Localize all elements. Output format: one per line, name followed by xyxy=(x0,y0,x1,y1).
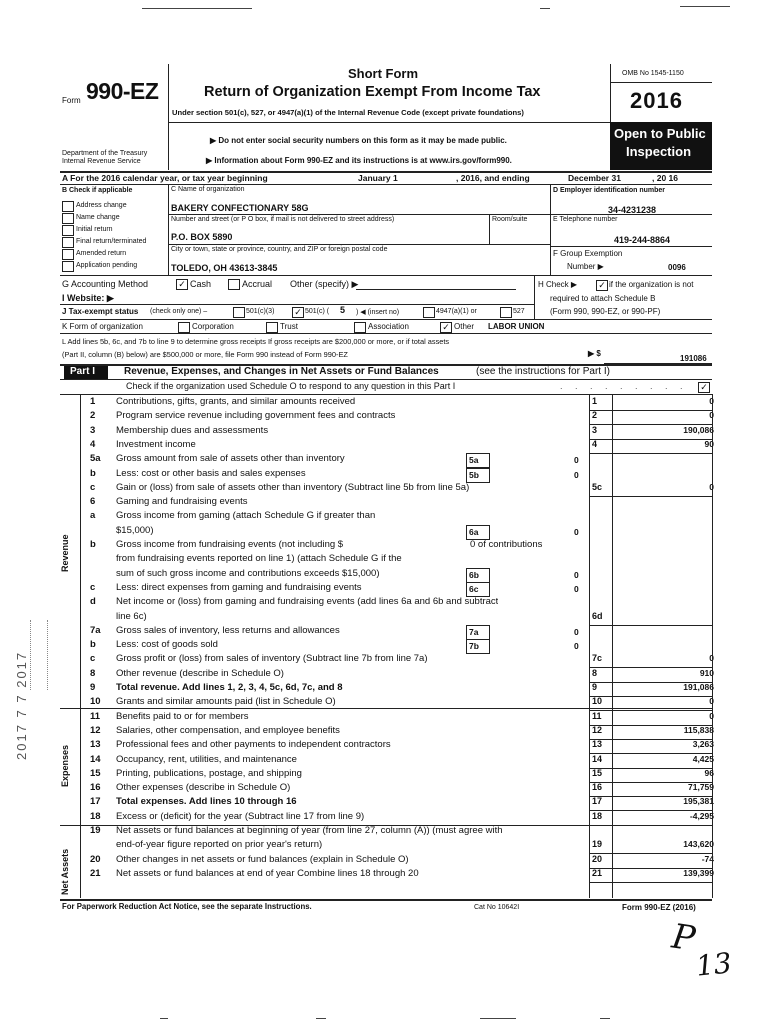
part1-line-row xyxy=(0,453,770,468)
line-description: from fundraising events reported on line 1) (attach Schedule G if the xyxy=(116,553,402,565)
phone-value: 419-244-8864 xyxy=(614,235,671,245)
line-amount: 96 xyxy=(704,767,714,778)
line-l-text2: (Part II, column (B) below) are $500,000 or more, file Form 990 instead of Form 990-EZ xyxy=(62,350,348,359)
schedule-b-checkbox[interactable]: ✓ xyxy=(596,280,608,291)
association-label: Association xyxy=(368,322,409,331)
line-box-number: 11 xyxy=(592,710,602,721)
part1-line-row xyxy=(0,568,770,583)
open-public-box xyxy=(610,122,712,170)
line-amount: -74 xyxy=(701,853,714,864)
line-description: Total revenue. Add lines 1, 2, 3, 4, 5c, 6d, 7c, and 8 xyxy=(116,682,343,693)
line-box-number: 12 xyxy=(592,724,603,735)
org-name-label: C Name of organization xyxy=(171,186,245,193)
line-description: Printing, publications, postage, and shipping xyxy=(116,767,302,779)
line-description: Program service revenue including government fees and contracts xyxy=(116,410,396,422)
cat-number: Cat No 10642I xyxy=(474,904,520,911)
line-description: Other revenue (describe in Schedule O) xyxy=(116,667,284,679)
part1-line-row xyxy=(0,739,770,754)
rule xyxy=(168,244,550,245)
ein-value: 34-4231238 xyxy=(608,205,657,215)
info-note: ▶ Information about Form 990-EZ and its instructions is at www.irs.gov/form990. xyxy=(206,156,512,165)
line-number: 20 xyxy=(90,853,101,865)
rule xyxy=(60,333,712,334)
line-amount: 139,399 xyxy=(683,867,714,878)
box-b-checkbox[interactable] xyxy=(62,213,74,224)
line-j-hint: (check only one) – xyxy=(150,308,208,315)
4947-checkbox[interactable] xyxy=(423,307,435,318)
line-box-number: 8 xyxy=(592,667,598,678)
line-amount: 143,620 xyxy=(683,839,714,850)
column-divider xyxy=(612,394,613,898)
line-h-text4: (Form 990, 990-EZ, or 990-PF) xyxy=(550,307,661,316)
corporation-checkbox[interactable] xyxy=(178,322,190,333)
line-box-number: 20 xyxy=(592,853,603,864)
sub-line-box xyxy=(466,625,490,640)
part1-line-row xyxy=(0,653,770,668)
line-l-text1: L Add lines 5b, 6c, and 7b to line 9 to determine gross receipts If gross receipts are $200,000 or more, or if total assets xyxy=(62,337,450,346)
line-box-number: 21 xyxy=(592,867,603,878)
part1-line-row xyxy=(0,768,770,783)
rule xyxy=(60,184,712,185)
part1-line-row xyxy=(0,396,770,411)
rule xyxy=(60,275,712,276)
rule xyxy=(60,304,534,305)
box-b-checkbox[interactable] xyxy=(62,201,74,212)
stamp-mark xyxy=(30,620,48,690)
part1-line-row xyxy=(0,410,770,425)
line-box-number: 3 xyxy=(592,424,598,435)
gross-receipts-amount: 191086 xyxy=(680,354,707,363)
part1-line-row xyxy=(0,854,770,869)
line-amount: 190,086 xyxy=(683,424,714,435)
dept-label: Department of the Treasury xyxy=(62,150,148,157)
line-number: 6 xyxy=(90,496,96,508)
line-description: end-of-year figure reported on prior year's return) xyxy=(116,839,323,851)
line-number: 10 xyxy=(90,696,101,708)
line-description: Membership dues and assessments xyxy=(116,424,269,436)
line-number: 16 xyxy=(90,782,101,794)
line-number: 19 xyxy=(90,825,101,836)
line-amount: 3,263 xyxy=(692,739,714,750)
other-method-label: Other (specify) ▶ xyxy=(290,279,359,289)
part1-line-row xyxy=(0,496,770,511)
sub-line-number: 7a xyxy=(469,626,479,637)
line-description: Grants and similar amounts paid (list in Schedule O) xyxy=(116,696,336,708)
line-a-mid: , 2016, and ending xyxy=(456,173,530,183)
schedule-o-checkbox[interactable]: ✓ xyxy=(698,382,710,393)
website-label: I Website: ▶ xyxy=(62,293,114,303)
scan-mark xyxy=(160,1018,168,1019)
amount-rule xyxy=(589,882,712,883)
line-amount: 4,425 xyxy=(692,753,714,764)
rule xyxy=(60,379,712,380)
corporation-label: Corporation xyxy=(192,322,234,331)
box-divider xyxy=(534,275,535,319)
line-number: 5a xyxy=(90,453,101,465)
line-description: Less: cost or other basis and sales expenses xyxy=(116,467,306,479)
omb-number: OMB No 1545-1150 xyxy=(622,70,684,77)
part1-line-row xyxy=(0,725,770,740)
footer-form: Form 990-EZ (2016) xyxy=(622,903,696,912)
501c-insert-number: 5 xyxy=(340,305,346,315)
line-number: c xyxy=(90,653,96,665)
group-exemption-label: F Group Exemption xyxy=(553,249,623,258)
other-org-checkbox[interactable]: ✓ xyxy=(440,322,452,333)
line-box-number: 2 xyxy=(592,410,598,421)
line-a-end-year: , 20 16 xyxy=(652,173,678,183)
sub-line-number: 7b xyxy=(469,641,479,652)
part1-line-row xyxy=(0,796,770,811)
handwritten-p: P xyxy=(669,916,698,960)
cash-label: Cash xyxy=(190,279,212,289)
box-b-label: B Check if applicable xyxy=(62,187,133,194)
part1-line-row xyxy=(0,425,770,440)
line-number: d xyxy=(90,596,96,608)
part1-line-row xyxy=(0,553,770,568)
group-number-value: 0096 xyxy=(668,263,686,272)
line-j-label: J Tax-exempt status xyxy=(62,307,139,316)
part1-line-row xyxy=(0,696,770,711)
column-divider xyxy=(589,394,590,898)
line-description: $15,000) xyxy=(116,524,154,536)
line-number: 12 xyxy=(90,724,101,736)
sub-line-amount: 0 xyxy=(574,526,579,537)
sub-line-amount: 0 xyxy=(574,569,579,580)
sub-line-box xyxy=(466,568,490,583)
part1-line-row xyxy=(0,754,770,769)
part1-line-row xyxy=(0,539,770,554)
sub-line-amount: 0 xyxy=(574,641,579,652)
cash-checkbox[interactable]: ✓ xyxy=(176,279,188,290)
line-description: Gross profit or (loss) from sales of inventory (Subtract line 7b from line 7a) xyxy=(116,653,428,665)
schedule-o-check-text: Check if the organization used Schedule O to respond to any question in this Part I xyxy=(126,381,456,391)
line-description: Occupancy, rent, utilities, and maintenance xyxy=(116,753,297,765)
line-description: Salaries, other compensation, and employee benefits xyxy=(116,724,340,736)
4947-label: 4947(a)(1) or xyxy=(436,308,477,315)
part1-line-row xyxy=(0,468,770,483)
line-amount: -4,295 xyxy=(689,810,714,821)
org-name: BAKERY CONFECTIONARY 58G xyxy=(171,203,309,213)
sub-line-amount: 0 xyxy=(574,626,579,637)
line-number: 21 xyxy=(90,867,101,879)
line-extra: 0 of contributions xyxy=(470,539,543,550)
line-description: Gross sales of inventory, less returns and allowances xyxy=(116,624,340,636)
line-box-number: 9 xyxy=(592,682,598,692)
part1-title: Revenue, Expenses, and Changes in Net Assets or Fund Balances xyxy=(124,366,439,377)
part1-line-row xyxy=(0,839,770,854)
line-amount: 195,381 xyxy=(683,796,714,807)
sub-line-amount: 0 xyxy=(574,583,579,594)
501c-checkbox[interactable]: ✓ xyxy=(292,307,304,318)
line-box-number: 7c xyxy=(592,653,603,664)
rule xyxy=(550,246,712,247)
line-description: Gross income from fundraising events (not including $ xyxy=(116,539,344,550)
sub-line-number: 6c xyxy=(469,583,479,594)
header-divider xyxy=(168,64,169,170)
line-number: 15 xyxy=(90,767,101,779)
part1-line-row xyxy=(0,439,770,454)
line-amount: 0 xyxy=(709,710,714,721)
line-amount: 71,759 xyxy=(688,782,714,793)
sub-line-amount: 0 xyxy=(574,469,579,480)
line-description: Other changes in net assets or fund balances (explain in Schedule O) xyxy=(116,853,409,865)
ein-label: D Employer identification number xyxy=(553,187,666,194)
line-description: Contributions, gifts, grants, and similar amounts received xyxy=(116,396,356,407)
line-number: c xyxy=(90,481,96,493)
line-amount: 115,838 xyxy=(683,724,714,735)
line-number: 13 xyxy=(90,739,101,751)
header-rule xyxy=(610,82,712,83)
tax-year: 2016 xyxy=(630,88,683,113)
501c3-checkbox[interactable] xyxy=(233,307,245,318)
sub-line-amount: 0 xyxy=(574,455,579,466)
part1-line-row xyxy=(0,868,770,883)
box-b-checkbox[interactable] xyxy=(62,261,74,272)
scan-mark xyxy=(680,6,730,7)
527-checkbox[interactable] xyxy=(500,307,512,318)
line-l-arrow: ▶ $ xyxy=(588,349,601,358)
line-h-text2: if the organization is not xyxy=(609,280,694,289)
line-description: Professional fees and other payments to independent contractors xyxy=(116,739,391,751)
leader-dots: . . . . . . . . . xyxy=(560,381,688,391)
sub-line-box xyxy=(466,468,490,483)
501c-insert-label: ) ◀ (insert no) xyxy=(356,309,400,316)
rule xyxy=(550,214,712,215)
sub-line-number: 6a xyxy=(469,526,479,537)
street-address: P.O. BOX 5890 xyxy=(171,232,233,242)
line-box-number: 6d xyxy=(592,610,603,621)
line-box-number: 13 xyxy=(592,739,603,750)
line-amount: 0 xyxy=(709,481,714,492)
line-box-number: 16 xyxy=(592,782,603,793)
part1-line-row xyxy=(0,582,770,597)
part1-line-row xyxy=(0,611,770,626)
box-b-item-label: Initial return xyxy=(76,226,113,233)
handwritten-13: 13 xyxy=(694,946,734,983)
line-description: line 6c) xyxy=(116,610,147,622)
accrual-checkbox[interactable] xyxy=(228,279,240,290)
sub-line-box xyxy=(466,639,490,654)
other-org-value: LABOR UNION xyxy=(488,322,545,331)
sub-line-number: 6b xyxy=(469,569,479,580)
line-description: Net income or (loss) from gaming and fundraising events (add lines 6a and 6b and subtract xyxy=(116,596,499,608)
line-amount: 90 xyxy=(704,438,714,449)
line-number: 1 xyxy=(90,396,96,407)
group-number-label: Number ▶ xyxy=(567,262,604,271)
sub-line-box xyxy=(466,525,490,540)
part1-tag: Part I xyxy=(70,366,96,377)
line-description: Excess or (deficit) for the year (Subtract line 17 from line 9) xyxy=(116,810,365,822)
other-org-label: Other xyxy=(454,322,475,331)
paperwork-notice: For Paperwork Reduction Act Notice, see the separate Instructions. xyxy=(62,902,312,911)
short-form-label: Short Form xyxy=(348,66,419,81)
rule xyxy=(60,319,712,320)
line-number: 18 xyxy=(90,810,101,822)
box-divider xyxy=(168,184,169,275)
part1-line-row xyxy=(0,825,770,840)
line-box-number: 15 xyxy=(592,767,603,778)
line-box-number: 1 xyxy=(592,396,598,406)
501c3-label: 501(c)(3) xyxy=(246,308,275,315)
form-number: 990-EZ xyxy=(86,78,159,104)
line-box-number: 4 xyxy=(592,438,598,449)
room-label: Room/suite xyxy=(492,216,528,223)
street-label: Number and street (or P O box, if mail is not delivered to street address) xyxy=(171,216,395,223)
line-description: Gain or (loss) from sale of assets other than inventory (Subtract line 5b from line 5a) xyxy=(116,481,470,493)
line-a-end: December 31 xyxy=(568,173,621,183)
line-a-begin: January 1 xyxy=(358,173,398,183)
line-number: 3 xyxy=(90,424,96,436)
scan-mark xyxy=(480,1018,516,1019)
line-description: Benefits paid to or for members xyxy=(116,710,249,722)
line-number: 8 xyxy=(90,667,96,679)
scan-mark xyxy=(600,1018,610,1019)
rule xyxy=(60,899,712,901)
line-amount: 0 xyxy=(709,396,714,406)
line-description: sum of such gross income and contributions exceeds $15,000) xyxy=(116,567,380,579)
line-description: Less: direct expenses from gaming and fundraising events xyxy=(116,581,362,593)
line-h-text3: required to attach Schedule B xyxy=(550,294,656,303)
form-subtitle: Under section 501(c), 527, or 4947(a)(1) of the Internal Revenue Code (except private foundations) xyxy=(172,108,524,117)
part1-title-note: (see the instructions for Part I) xyxy=(476,366,610,377)
part1-tag-box xyxy=(64,366,108,379)
line-a-label: A For the 2016 calendar year, or tax year beginning xyxy=(62,173,268,183)
line-box-number: 14 xyxy=(592,753,603,764)
irs-label: Internal Revenue Service xyxy=(62,158,141,165)
line-g-label: G Accounting Method xyxy=(62,279,149,289)
rule xyxy=(60,394,712,395)
line-number: 14 xyxy=(90,753,101,765)
line-description: Gaming and fundraising events xyxy=(116,496,248,508)
line-description: Net assets or fund balances at beginning of year (from line 27, column (A)) (must agree with xyxy=(116,825,503,836)
sub-line-number: 5b xyxy=(469,469,479,480)
phone-label: E Telephone number xyxy=(553,216,618,223)
expenses-side-label: Expenses xyxy=(60,744,70,787)
trust-label: Trust xyxy=(280,322,298,331)
part1-line-row xyxy=(0,782,770,797)
line-description: Net assets or fund balances at end of year Combine lines 18 through 20 xyxy=(116,867,419,879)
specify-line xyxy=(356,289,516,290)
line-number: 4 xyxy=(90,438,96,450)
ssn-note: ▶ Do not enter social security numbers on this form as it may be made public. xyxy=(210,136,507,145)
line-amount: 0 xyxy=(709,696,714,707)
line-box-number: 18 xyxy=(592,810,603,821)
line-number: b xyxy=(90,639,96,651)
city-label: City or town, state or province, country, and ZIP or foreign postal code xyxy=(171,246,388,253)
line-number: c xyxy=(90,581,96,593)
box-b-checkbox[interactable] xyxy=(62,249,74,260)
line-k-label: K Form of organization xyxy=(62,322,143,331)
rule xyxy=(168,214,550,215)
line-number: b xyxy=(90,539,96,550)
line-description: Total expenses. Add lines 10 through 16 xyxy=(116,796,297,808)
line-description: Other expenses (describe in Schedule O) xyxy=(116,782,291,794)
side-stamp: 2017 7 7 2017 xyxy=(14,650,29,760)
form-label: Form xyxy=(62,96,81,105)
box-b-item-label: Application pending xyxy=(76,262,138,269)
line-number: 7a xyxy=(90,624,101,636)
city-state-zip: TOLEDO, OH 43613-3845 xyxy=(171,263,278,273)
box-b-checkbox[interactable] xyxy=(62,225,74,236)
line-number: 11 xyxy=(90,710,101,722)
line-amount: 191,086 xyxy=(683,682,714,692)
box-b-item-label: Address change xyxy=(76,202,127,209)
line-description: Gross amount from sale of assets other than inventory xyxy=(116,453,345,465)
527-label: 527 xyxy=(513,308,525,315)
part1-line-row xyxy=(0,682,770,697)
line-box-number: 17 xyxy=(592,796,603,807)
scan-mark xyxy=(316,1018,326,1019)
open-public-line2: Inspection xyxy=(626,144,692,159)
line-description: Investment income xyxy=(116,438,196,450)
revenue-side-label: Revenue xyxy=(60,534,70,572)
501c-label: 501(c) ( xyxy=(305,308,330,315)
part1-line-row xyxy=(0,668,770,683)
line-box-number: 19 xyxy=(592,839,603,850)
part1-line-row xyxy=(0,625,770,640)
line-amount: 0 xyxy=(709,410,714,421)
part1-line-row xyxy=(0,510,770,525)
accrual-label: Accrual xyxy=(242,279,273,289)
sub-line-box xyxy=(466,582,490,597)
line-description: Gross income from gaming (attach Schedule G if greater than xyxy=(116,510,376,522)
box-divider xyxy=(550,184,551,275)
box-b-checkbox[interactable] xyxy=(62,237,74,248)
line-number: a xyxy=(90,510,96,522)
form-title: Return of Organization Exempt From Income Tax xyxy=(204,84,541,100)
box-b-item-label: Name change xyxy=(76,214,120,221)
part1-line-row xyxy=(0,811,770,826)
part1-line-row xyxy=(0,639,770,654)
line-amount: 0 xyxy=(709,653,714,664)
trust-checkbox[interactable] xyxy=(266,322,278,333)
line-box-number: 5c xyxy=(592,481,603,492)
sub-line-box xyxy=(466,453,490,468)
line-h-text: H Check ▶ xyxy=(538,280,578,289)
part1-line-row xyxy=(0,525,770,540)
scan-mark xyxy=(142,8,252,9)
column-divider xyxy=(712,394,713,898)
box-b-item-label: Amended return xyxy=(76,250,127,257)
line-number: 17 xyxy=(90,796,101,808)
line-number: b xyxy=(90,467,96,479)
scan-mark xyxy=(540,8,550,9)
box-divider xyxy=(489,214,490,244)
line-number: 9 xyxy=(90,682,96,693)
sub-line-number: 5a xyxy=(469,455,479,466)
line-amount: 910 xyxy=(699,667,714,678)
association-checkbox[interactable] xyxy=(354,322,366,333)
box-b-item-label: Final return/terminated xyxy=(76,238,147,245)
part1-line-row xyxy=(0,482,770,497)
part1-line-row xyxy=(0,596,770,611)
line-number: 2 xyxy=(90,410,96,422)
line-description: Less: cost of goods sold xyxy=(116,639,218,651)
line-box-number: 10 xyxy=(592,696,603,707)
part1-line-row xyxy=(0,711,770,726)
open-public-line1: Open to Public xyxy=(614,126,706,141)
net-assets-side-label: Net Assets xyxy=(60,848,70,895)
header-rule xyxy=(168,122,610,123)
